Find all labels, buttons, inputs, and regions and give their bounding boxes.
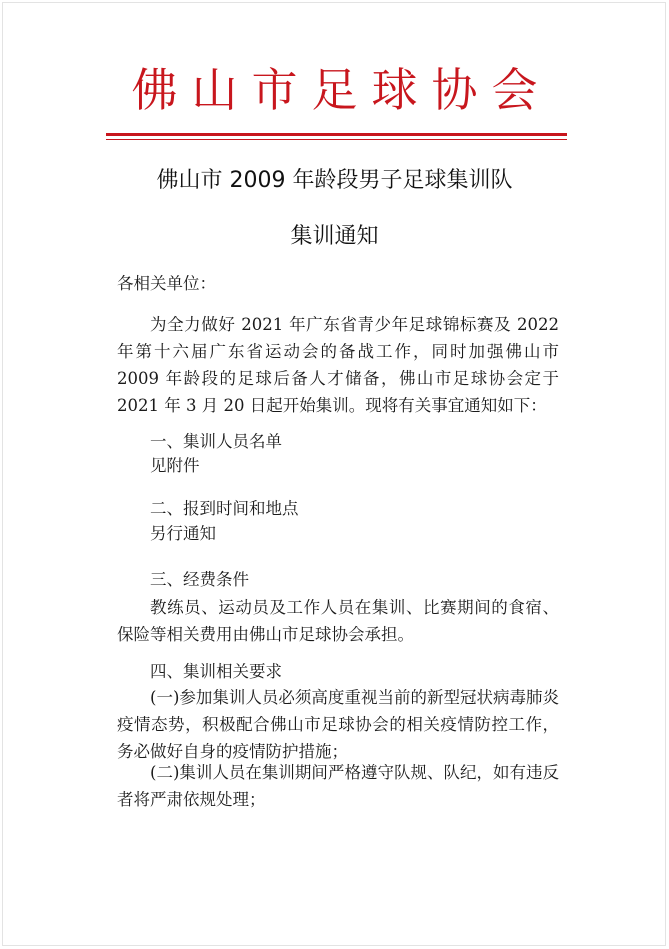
section-2-body: 另行通知 [150, 524, 216, 543]
section-4-heading: 四、集训相关要求 [150, 662, 282, 681]
document-title: 佛山市 2009 年龄段男子足球集训队 [156, 168, 513, 193]
salutation: 各相关单位： [117, 274, 216, 293]
letterhead-red-rule-thick [106, 133, 567, 136]
section-4-item-1: (一)参加集训人员必须高度重视当前的新型冠状病毒肺炎疫情态势，积极配合佛山市足球协会的相关疫情防控工作，务必做好自身的疫情防护措施； [117, 688, 559, 761]
section-4-item-2: (二)集训人员在集训期间严格遵守队规、队纪，如有违反者将严肃依规处理； [117, 763, 559, 809]
section-3-heading: 三、经费条件 [150, 570, 249, 589]
section-3-body: 教练员、运动员及工作人员在集训、比赛期间的食宿、保险等相关费用由佛山市足球协会承担。 [117, 598, 559, 644]
intro-paragraph: 为全力做好 2021 年广东省青少年足球锦标赛及 2022 年第十六届广东省运动会的备战工作，同时加强佛山市 2009 年龄段的足球后备人才储备，佛山市足球协会定于 2021 年 3 月 20 日起开始集训。现将有关事宜通知如下： [117, 315, 559, 415]
section-1-heading: 一、集训人员名单 [150, 432, 282, 451]
section-2-heading: 二、报到时间和地点 [150, 499, 299, 518]
section-1-body: 见附件 [150, 456, 200, 475]
letterhead-red-rule-thin [106, 139, 567, 140]
document-subtitle: 集训通知 [290, 224, 379, 249]
letterhead-org-name: 佛山市足球协会 [131, 63, 552, 117]
